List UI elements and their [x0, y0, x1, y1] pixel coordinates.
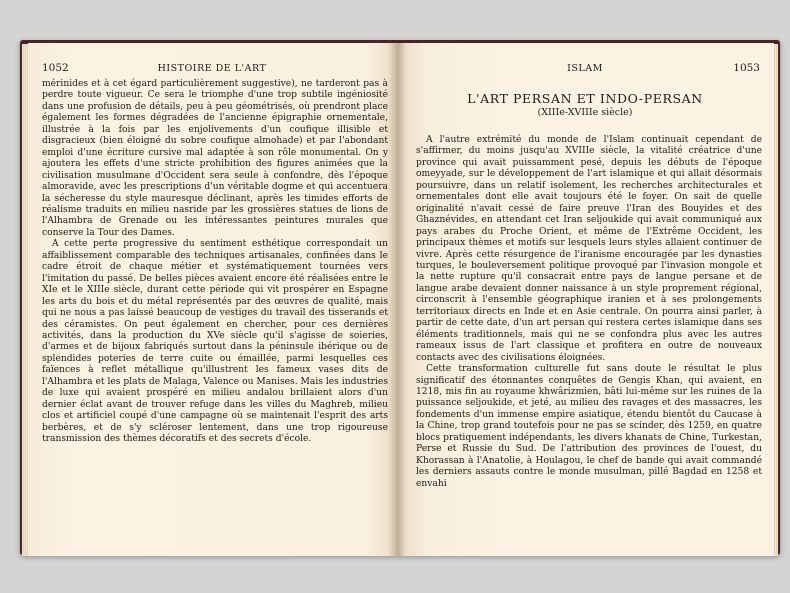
right-paragraph-2: Cette transformation culturelle fut sans doute le résultat le plus significatif des étonnantes conquêtes de Gengis Khan, qui avaient, en 1218, mis fin au royaume khwârizmien, bâti lui-même sur les ruines de la puissance seljoukide, et jeté, au milieu des ravages et des massacres, les fondements d'un immense empire asiatique, étendu bientôt du Caucase à la Chine, trop grand toutefois pour ne pas se scinder, dès 1259, en quatre blocs pratiquement indépendants, les divers khanats de Chine, Turkestan, Perse et Russie du Sud. De l'attribution des provinces de l'ouest, du Khorassan à l'Anatolie, à Houlagou, le chef de bande qui avait commandé les derniers assauts contre le monde musulman, pillé Bagdad en 1258 et envahi — [416, 364, 762, 489]
right-page — [396, 43, 774, 556]
right-page-number: 1053 — [733, 62, 760, 74]
left-paragraph-2: A cette perte progressive du sentiment esthétique correspondait un affaiblissement comparable des techniques artisanales, confinées dans le cadre étroit de chaque métier et systématiquement tournées vers l'imitation du passé. De belles pièces avaient encore été réalisées entre le XIe et le XIIIe siècle, durant cette période qui vit prospérer en Espagne les arts du bois et du métal représentés par des œuvres de qualité, mais qui ne nous a pas laissé beaucoup de vestiges du travail des tisserands et des céramistes. On peut également en chercher, pour ces dernières activités, dans la production du XVe siècle qu'il s'agisse de soieries, d'armes et de bijoux fabriqués surtout dans la péninsule ibérique ou de splendides poteries de terre cuite ou émaillée, parmi lesquelles ces faïences à reflet métallique qu'illustrent les fameux vases dits de l'Alhambra et les plats de Malaga, Valence ou Manises. Mais les industries de luxe qui avaient prospéré en milieu andalou brillaient alors d'un dernier éclat avant de trouver refuge dans les villes du Maghreb, milieu clos et artificiel coupé d'une campagne où se maintenait l'esprit des arts berbères, et de s'y scléroser lentement, dans une trop rigoureuse transmission des thèmes décoratifs et des secrets d'école. — [42, 239, 388, 445]
chapter-title: L'ART PERSAN ET INDO-PERSAN — [467, 91, 703, 106]
left-page — [28, 43, 396, 556]
left-running-head: HISTOIRE DE L'ART — [157, 63, 267, 74]
right-text-column — [416, 135, 762, 490]
left-page-number: 1052 — [42, 62, 69, 74]
right-paragraph-1: A l'autre extrémité du monde de l'Islam continuait cependant de s'affirmer, du moins jusqu'au XVIIIe siècle, la vitalité créatrice d'une province qui avait puissamment pesé, depuis les débuts de l'époque omeyyade, sur le développement de l'art islamique et qui allait désormais poursuivre, dans un relatif isolement, les recherches architecturales et ornementales dont elle avait toujours été le foyer. On sait de quelle originalité n'avait cessé de faire preuve l'Iran des Bouyides et des Ghaznévides, en attendant cet Iran seljoukide qui avait communiqué aux pays arabes du Proche Orient, et même de l'Extrême Occident, les principaux thèmes et motifs sur lesquels leurs styles allaient continuer de vivre. Après cette résurgence de l'iranisme encouragée par les dynasties turques, le bouleversement politique provoqué par l'invasion mongole et la nette rupture qu'il consacrait entre pays de langue persane et de langue arabe devaient donner naissance à un style proprement régional, circonscrit à l'ensemble géographique iranien et à ses prolongements territoriaux directs en Inde et en Asie centrale. On pourra ainsi parler, à partir de cette date, d'un art persan qui restera certes islamique dans ses éléments traditionnels, mais qui ne se confondra plus avec les autres rameaux issus de l'art classique et profitera en outre de nouveaux contacts avec des civilisations éloignées. — [416, 135, 762, 363]
left-paragraph-1: mérinides et à cet égard particulièrement suggestive), ne tarderont pas à perdre toute vigueur. Ce sera le triomphe d'une trop subtile ingéniosité dans une profusion de détails, peu à peu géométrisés, où prendront place également les formes dégradées de l'ancienne épigraphie ornementale, illustrée à la fois par les enjolivements d'un coufique illisible et disgracieux (bien éloigné du sobre coufique almohade) et par l'abondant emploi d'une écriture cursive mal adaptée à son rôle monumental. On y ajoutera les effets d'une stricte prohibition des figures animées que la civilisation musulmane d'Occident sera seule à confondre, dès l'époque almoravide, avec les prescriptions d'un véritable dogme et qui accentuera la sécheresse du style mauresque déclinant, après les timides efforts de réalisme traduits en milieu nasride par les grossières statues de lions de l'Alhambra de Grenade ou les intéressantes peintures murales que conserve la Tour des Dames. — [42, 79, 388, 238]
chapter-subtitle: (XIIIe-XVIIIe siècle) — [537, 107, 633, 118]
left-text-column — [42, 79, 388, 446]
right-running-head: ISLAM — [567, 63, 603, 74]
book-gutter — [388, 43, 406, 556]
